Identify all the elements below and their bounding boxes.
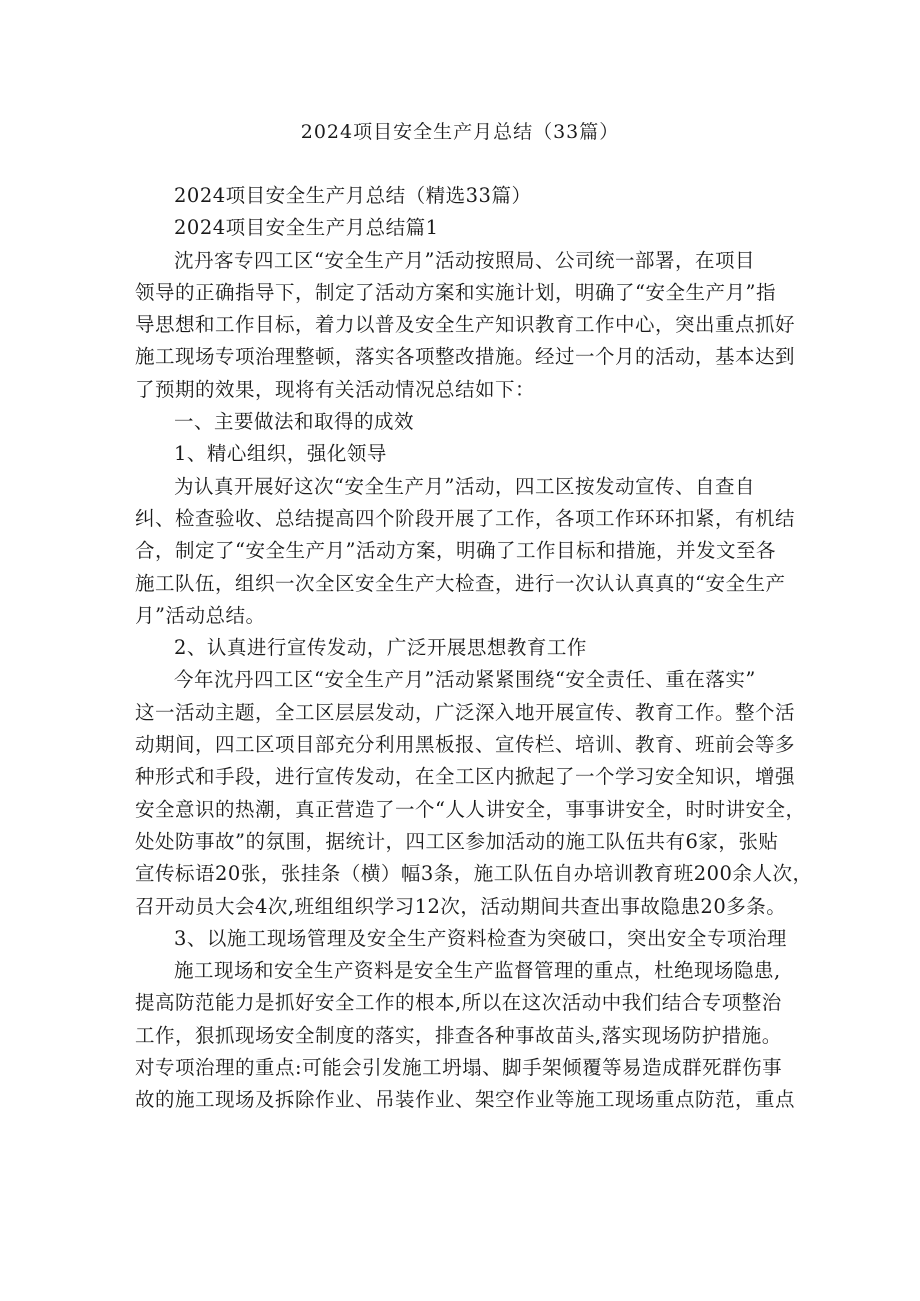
text-line: 这一活动主题，全工区层层发动，广泛深入地开展宣传、教育工作。整个活 (135, 700, 796, 724)
text-line: 种形式和手段，进行宣传发动，在全工区内掀起了一个学习安全知识，增强 (135, 765, 796, 789)
text-line: 合，制定了“安全生产月”活动方案，明确了工作目标和措施，并发文至各 (135, 539, 776, 563)
text-line: 施工现场专项治理整顿，落实各项整改措施。经过一个月的活动，基本达到 (135, 345, 796, 369)
text-line: 2、认真进行宣传发动，广泛开展思想教育工作 (174, 636, 587, 660)
text-line: 月”活动总结。 (135, 603, 266, 627)
text-line: 沈丹客专四工区“安全生产月”活动按照局、公司统一部署，在项目 (174, 248, 755, 272)
text-line: 了预期的效果，现将有关活动情况总结如下： (135, 377, 536, 401)
document-title: 2024项目安全生产月总结（33篇） (300, 121, 620, 143)
text-line: 领导的正确指导下，制定了活动方案和实施计划，明确了“安全生产月”指 (135, 280, 776, 304)
text-line: 为认真开展好这次“安全生产月”活动，四工区按发动宣传、自查自 (174, 474, 755, 498)
text-line: 工作，狠抓现场安全制度的落实，排查各种事故苗头,落实现场防护措施。 (135, 1023, 782, 1047)
text-line: 对专项治理的重点:可能会引发施工坍塌、脚手架倾覆等易造成群死群伤事 (135, 1056, 783, 1080)
text-line: 施工队伍，组织一次全区安全生产大检查，进行一次认认真真的“安全生产 (135, 571, 786, 595)
text-line: 2024项目安全生产月总结篇1 (174, 216, 439, 240)
text-line: 宣传标语20张，张挂条（横）幅3条，施工队伍自办培训教育班200余人次， (135, 862, 813, 886)
text-line: 3、以施工现场管理及安全生产资料检查为突破口，突出安全专项治理 (174, 926, 787, 950)
text-line: 1、精心组织，强化领导 (174, 442, 387, 466)
text-line: 导思想和工作目标，着力以普及安全生产知识教育工作中心，突出重点抓好 (135, 313, 796, 337)
text-line: 今年沈丹四工区“安全生产月”活动紧紧围绕“安全责任、重在落实” (174, 668, 756, 692)
text-line: 召开动员大会4次,班组组织学习12次，活动期间共查出事故隐患20多条。 (135, 894, 787, 918)
text-line: 安全意识的热潮，真正营造了一个“人人讲安全，事事讲安全，时时讲安全， (135, 797, 806, 821)
text-line: 施工现场和安全生产资料是安全生产监督管理的重点，杜绝现场隐患, (174, 959, 781, 983)
text-line: 处处防事故”的氛围，据统计，四工区参加活动的施工队伍共有6家，张贴 (135, 829, 779, 853)
text-line: 提高防范能力是抓好安全工作的根本,所以在这次活动中我们结合专项整治 (135, 991, 782, 1015)
text-line: 故的施工现场及拆除作业、吊装作业、架空作业等施工现场重点防范，重点 (135, 1088, 796, 1112)
text-line: 2024项目安全生产月总结（精选33篇） (174, 184, 532, 207)
document-body (135, 180, 813, 1117)
text-line: 一、主要做法和取得的成效 (174, 410, 415, 434)
text-line: 动期间，四工区项目部充分利用黑板报、宣传栏、培训、教育、班前会等多 (135, 733, 796, 757)
text-line: 纠、检查验收、总结提高四个阶段开展了工作，各项工作环环扣紧，有机结 (135, 506, 796, 530)
